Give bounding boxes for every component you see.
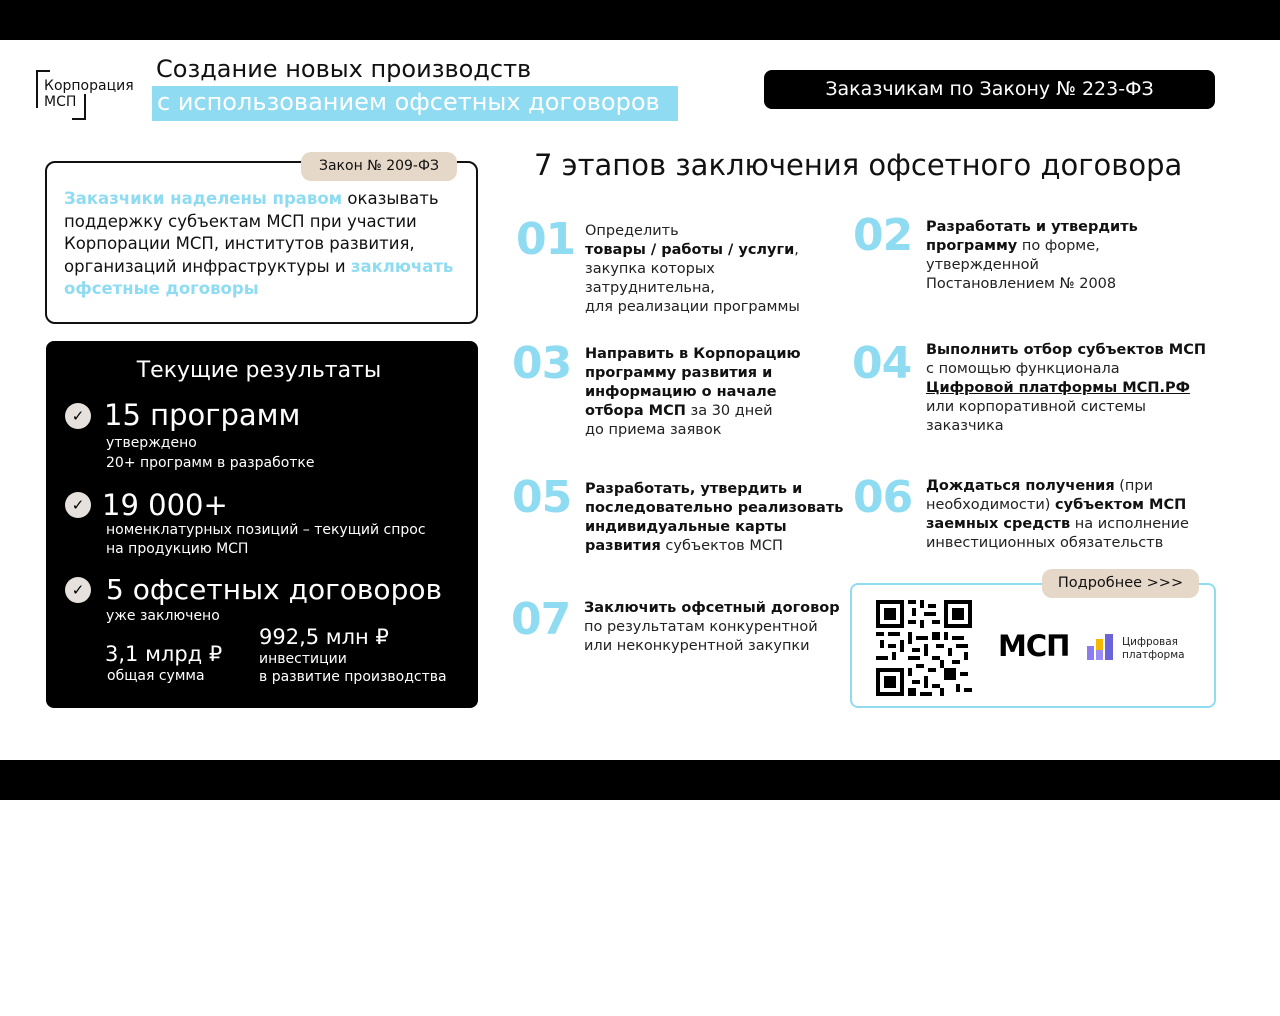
step-07-line2: по результатам конкурентной bbox=[584, 619, 818, 635]
programs-in-progress-label: 20+ программ в разработке bbox=[106, 455, 315, 471]
programs-count: 15 программ bbox=[104, 398, 301, 432]
positions-label-line2: на продукцию МСП bbox=[106, 541, 249, 557]
investment-label-line1: инвестиции bbox=[259, 651, 347, 667]
total-sum-label: общая сумма bbox=[107, 668, 205, 684]
positions-label-line1: номенклатурных позиций – текущий спрос bbox=[106, 522, 426, 538]
step-05-bold1: Разработать, утвердить и bbox=[585, 481, 803, 497]
check-icon: ✓ bbox=[65, 492, 91, 518]
law-209-tag: Закон № 209-ФЗ bbox=[301, 152, 457, 181]
digital-platform-icon bbox=[1087, 634, 1113, 660]
step-03-bold1: Направить в Корпорацию bbox=[585, 346, 801, 362]
step-05-bold3: индивидуальные карты bbox=[585, 519, 787, 535]
step-02-line1 bbox=[926, 218, 1196, 237]
step-number-01: 01 bbox=[516, 214, 576, 265]
law-209-text bbox=[64, 188, 464, 301]
check-icon: ✓ bbox=[65, 577, 91, 603]
platform-label-line2: платформа bbox=[1122, 649, 1185, 661]
law-highlight-right: Заказчики наделены правом bbox=[64, 189, 343, 208]
steps-title: 7 этапов заключения офсетного договора bbox=[534, 148, 1183, 182]
step-06-text bbox=[926, 477, 1206, 553]
step-04-line4: или корпоративной системы bbox=[926, 399, 1146, 415]
positions-count: 19 000+ bbox=[102, 488, 228, 522]
step-02-line4: Постановлением № 2008 bbox=[926, 276, 1117, 292]
logo-text-line2: МСП bbox=[44, 94, 77, 110]
step-02-bold1: Разработать и утвердить bbox=[926, 219, 1138, 235]
law-223-badge: Заказчикам по Закону № 223-ФЗ bbox=[764, 70, 1215, 109]
step-07-text bbox=[584, 599, 844, 656]
step-number-05: 05 bbox=[512, 472, 572, 523]
step-03-bold4: отбора МСП bbox=[585, 403, 686, 419]
step-number-02: 02 bbox=[853, 210, 913, 261]
law-body-text: оказывать поддержку субъектам МСП при участии Корпорации МСП, институтов развития, организаций инфраструктуры и bbox=[64, 189, 439, 276]
step-04-bold1: Выполнить отбор субъектов МСП bbox=[926, 342, 1206, 358]
offset-contracts-label: уже заключено bbox=[106, 608, 220, 624]
step-02-text bbox=[926, 218, 1196, 294]
bottom-letterbox-bar bbox=[0, 760, 1280, 800]
step-01-line2 bbox=[585, 241, 845, 260]
step-02-line3: утвержденной bbox=[926, 257, 1039, 273]
step-03-line1 bbox=[585, 345, 835, 364]
step-05-line3 bbox=[585, 518, 845, 537]
top-letterbox-bar bbox=[0, 0, 1280, 40]
page-title-line1: Создание новых производств bbox=[156, 55, 532, 83]
step-06-line3 bbox=[926, 515, 1206, 534]
step-01-line1: Определить bbox=[585, 223, 679, 239]
step-06-bold2: субъектом МСП bbox=[1055, 497, 1187, 513]
step-number-04: 04 bbox=[852, 338, 912, 389]
step-06-necessity: необходимости) bbox=[926, 497, 1056, 513]
law-highlight-offset: заключать офсетные договоры bbox=[64, 256, 454, 298]
step-01-line4: для реализации программы bbox=[585, 299, 800, 315]
check-icon: ✓ bbox=[65, 403, 91, 429]
step-04-line1 bbox=[926, 341, 1206, 360]
step-04-line5: заказчика bbox=[926, 418, 1004, 434]
step-03-text bbox=[585, 345, 835, 440]
digital-platform-link[interactable]: Цифровой платформы МСП.РФ bbox=[926, 380, 1190, 396]
step-01-line3: закупка которых затруднительна, bbox=[585, 261, 715, 296]
digital-platform-label bbox=[1122, 636, 1185, 662]
step-06-line2 bbox=[926, 496, 1206, 515]
step-07-bold1: Заключить офсетный договор bbox=[584, 600, 840, 616]
msp-logo-text: МСП bbox=[998, 629, 1070, 663]
more-link[interactable]: Подробнее >>> bbox=[1042, 569, 1199, 598]
step-05-line1 bbox=[585, 480, 845, 499]
step-05-bold4: развития bbox=[585, 538, 661, 554]
step-03-days: за 30 дней bbox=[685, 403, 773, 419]
step-number-03: 03 bbox=[512, 338, 572, 389]
step-04-text bbox=[926, 341, 1206, 436]
step-03-bold2: программу развития и bbox=[585, 365, 773, 381]
step-06-normal: на исполнение bbox=[1070, 516, 1189, 532]
step-06-line4: инвестиционных обязательств bbox=[926, 535, 1164, 551]
step-03-line5: до приема заявок bbox=[585, 422, 722, 438]
results-title: Текущие результаты bbox=[136, 358, 382, 383]
step-03-line2 bbox=[585, 364, 835, 383]
investment-label-line2: в развитие производства bbox=[259, 669, 447, 685]
step-number-06: 06 bbox=[853, 472, 913, 523]
step-04-line2: с помощью функционала bbox=[926, 361, 1120, 377]
step-04-line3[interactable] bbox=[926, 379, 1206, 398]
step-06-line1 bbox=[926, 477, 1206, 496]
page-title-line2: с использованием офсетных договоров bbox=[157, 88, 660, 116]
step-03-bold3: информацию о начале bbox=[585, 384, 777, 400]
step-number-07: 07 bbox=[511, 594, 571, 645]
step-05-bold2: последовательно реализовать bbox=[585, 500, 844, 516]
platform-label-line1: Цифровая bbox=[1122, 636, 1178, 648]
step-05-text bbox=[585, 480, 845, 556]
total-sum-value: 3,1 млрд ₽ bbox=[105, 642, 223, 666]
step-06-paren: (при bbox=[1114, 478, 1154, 494]
qr-code-icon[interactable] bbox=[876, 600, 972, 696]
step-05-line4 bbox=[585, 537, 845, 556]
step-01-goods: товары / работы / услуги bbox=[585, 242, 795, 258]
step-05-normal: субъектов МСП bbox=[660, 538, 783, 554]
step-06-bold3: заемных средств bbox=[926, 516, 1071, 532]
step-02-bold2: программу bbox=[926, 238, 1018, 254]
step-05-line2 bbox=[585, 499, 845, 518]
investment-value: 992,5 млн ₽ bbox=[259, 625, 389, 649]
step-07-line1 bbox=[584, 599, 844, 618]
programs-approved-label: утверждено bbox=[106, 435, 197, 451]
step-03-line4 bbox=[585, 402, 835, 421]
corporation-msp-logo bbox=[36, 70, 136, 122]
step-03-line3 bbox=[585, 383, 835, 402]
offset-contracts-count: 5 офсетных договоров bbox=[106, 573, 442, 606]
step-07-line3: или неконкурентной закупки bbox=[584, 638, 810, 654]
step-06-bold1: Дождаться получения bbox=[926, 478, 1115, 494]
step-01-text bbox=[585, 222, 845, 317]
logo-text-line1: Корпорация bbox=[44, 78, 134, 94]
step-02-line2 bbox=[926, 237, 1196, 256]
step-01-comma: , bbox=[794, 242, 799, 258]
step-02-normal: по форме, bbox=[1017, 238, 1100, 254]
